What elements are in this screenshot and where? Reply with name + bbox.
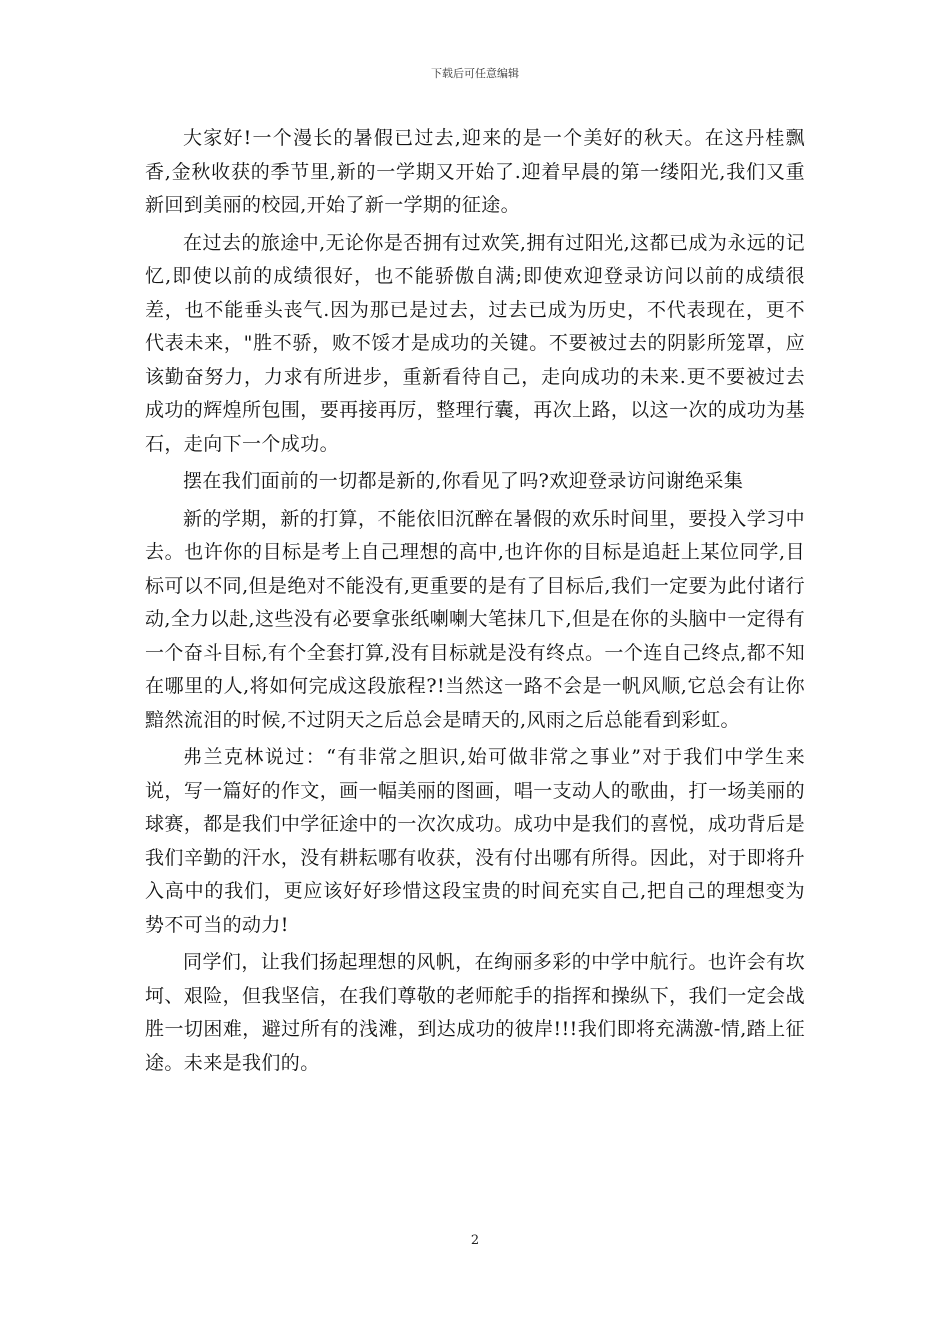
document-body xyxy=(145,122,805,1084)
page-header: 下载后可任意编辑 xyxy=(431,67,519,80)
paragraph: 在过去的旅途中,无论你是否拥有过欢笑,拥有过阳光,这都已成为永远的记忆,即使以前的成绩很好，也不能骄傲自满;即使欢迎登录访问以前的成绩很差，也不能垂头丧气.因为那已是过去，过去已成为历史，不代表现在，更不代表未来，"胜不骄，败不馁才是成功的关键。不要被过去的阴影所笼罩，应该勤奋努力，力求有所进步，重新看待自己，走向成功的未来.更不要被过去成功的辉煌所包围，要再接再厉，整理行囊，再次上路，以这一次的成功为基石，走向下一个成功。 xyxy=(145,231,805,455)
page-number: 2 xyxy=(470,1233,480,1248)
paragraph: 新的学期，新的打算，不能依旧沉醉在暑假的欢乐时间里，要投入学习中去。也许你的目标是考上自己理想的高中,也许你的目标是追赶上某位同学,目标可以不同,但是绝对不能没有,更重要的是有了目标后,我们一定要为此付诸行动,全力以赴,这些没有必要拿张纸喇喇大笔抹几下,但是在你的头脑中一定得有一个奋斗目标,有个全套打算,没有目标就是没有终点。一个连自己终点,都不知在哪里的人,将如何完成这段旅程?!当然这一路不会是一帆风顺,它总会有让你黯然流泪的时候,不过阴天之后总会是晴天的,风雨之后总能看到彩虹。 xyxy=(145,507,805,731)
paragraph: 同学们，让我们扬起理想的风帆，在绚丽多彩的中学中航行。也许会有坎坷、艰险，但我坚信，在我们尊敬的老师舵手的指挥和操纵下，我们一定会战胜一切困难，避过所有的浅滩，到达成功的彼岸!!!我们即将充满激-情,踏上征途。未来是我们的。 xyxy=(145,951,805,1074)
paragraph: 大家好!一个漫长的暑假已过去,迎来的是一个美好的秋天。在这丹桂飘香,金秋收获的季节里,新的一学期又开始了.迎着早晨的第一缕阳光,我们又重新回到美丽的校园,开始了新一学期的征途。 xyxy=(145,127,805,216)
paragraph: 弗兰克林说过：“有非常之胆识,始可做非常之事业”对于我们中学生来说，写一篇好的作文，画一幅美丽的图画，唱一支动人的歌曲，打一场美丽的球赛，都是我们中学征途中的一次次成功。成功中是我们的喜悦，成功背后是我们辛勤的汗水，没有耕耘哪有收获，没有付出哪有所得。因此，对于即将升入高中的我们，更应该好好珍惜这段宝贵的时间充实自己,把自己的理想变为势不可当的动力! xyxy=(145,746,805,936)
paragraph: 摆在我们面前的一切都是新的,你看见了吗?欢迎登录访问谢绝采集 xyxy=(183,470,744,492)
